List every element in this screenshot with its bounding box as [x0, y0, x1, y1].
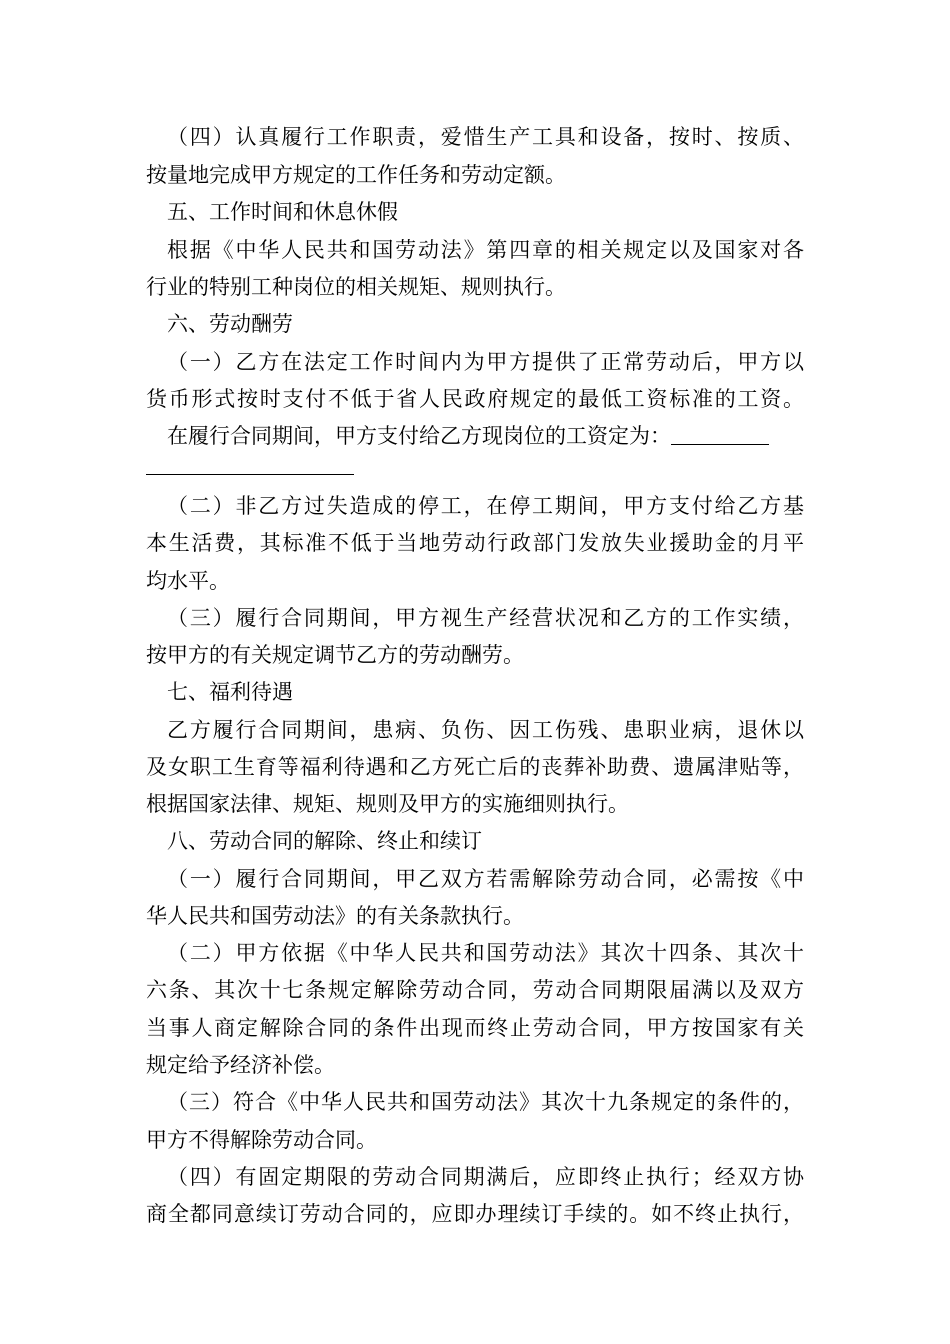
paragraph-line: 六条、其次十七条规定解除劳动合同，劳动合同期限届满以及双方	[146, 978, 804, 1002]
salary-label: 在履行合同期间，甲方支付给乙方现岗位的工资定为：	[167, 424, 671, 448]
salary-blank	[671, 424, 769, 445]
paragraph-line: 按甲方的有关规定调节乙方的劳动酬劳。	[146, 643, 524, 667]
paragraph-line: 本生活费，其标准不低于当地劳动行政部门发放失业援助金的月平	[146, 531, 804, 555]
salary-line	[167, 423, 769, 449]
section-heading: 八、劳动合同的解除、终止和续订	[167, 829, 482, 853]
paragraph-line: 均水平。	[146, 569, 230, 593]
paragraph-line: 根据《中华人民共和国劳动法》第四章的相关规定以及国家对各	[167, 238, 804, 262]
section-heading: 七、福利待遇	[167, 680, 293, 704]
paragraph-line: 商全都同意续订劳动合同的，应即办理续订手续的。如不终止执行，	[146, 1202, 804, 1226]
paragraph-line: 甲方不得解除劳动合同。	[146, 1128, 377, 1152]
paragraph-line: （二）非乙方过失造成的停工，在停工期间，甲方支付给乙方基	[167, 494, 804, 518]
paragraph-line: 及女职工生育等福利待遇和乙方死亡后的丧葬补助费、遗属津贴等，	[146, 755, 804, 779]
paragraph-line: 乙方履行合同期间，患病、负伤、因工伤残、患职业病，退休以	[167, 718, 804, 742]
paragraph-line: 华人民共和国劳动法》的有关条款执行。	[146, 904, 524, 928]
salary-blank-continuation	[146, 474, 354, 475]
section-heading: 六、劳动酬劳	[167, 312, 293, 336]
paragraph-line: 当事人商定解除合同的条件出现而终止劳动合同，甲方按国家有关	[146, 1016, 804, 1040]
paragraph-line: （一）履行合同期间，甲乙双方若需解除劳动合同，必需按《中	[167, 867, 804, 891]
paragraph-line: （二）甲方依据《中华人民共和国劳动法》其次十四条、其次十	[167, 941, 804, 965]
section-heading: 五、工作时间和休息休假	[167, 200, 398, 224]
paragraph-line: 规定给予经济补偿。	[146, 1053, 335, 1077]
paragraph-line: （三）履行合同期间，甲方视生产经营状况和乙方的工作实绩，	[167, 606, 804, 630]
paragraph-line: （四）认真履行工作职责，爱惜生产工具和设备，按时、按质、	[167, 125, 804, 149]
paragraph-line: 行业的特别工种岗位的相关规矩、规则执行。	[146, 275, 566, 299]
paragraph-line: 按量地完成甲方规定的工作任务和劳动定额。	[146, 163, 566, 187]
paragraph-line: （一）乙方在法定工作时间内为甲方提供了正常劳动后，甲方以	[167, 350, 804, 374]
paragraph-line: （三）符合《中华人民共和国劳动法》其次十九条规定的条件的，	[167, 1090, 804, 1114]
paragraph-line: 根据国家法律、规矩、规则及甲方的实施细则执行。	[146, 792, 629, 816]
paragraph-line: （四）有固定期限的劳动合同期满后，应即终止执行；经双方协	[167, 1165, 804, 1189]
paragraph-line: 货币形式按时支付不低于省人民政府规定的最低工资标准的工资。	[146, 387, 804, 411]
